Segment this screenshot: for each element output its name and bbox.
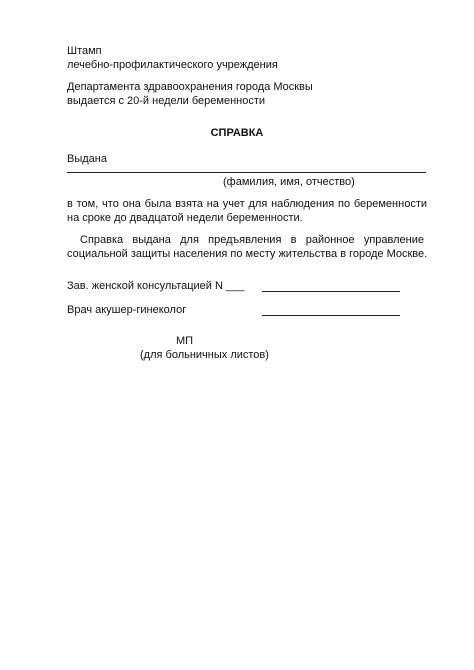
stamp-institution: лечебно-профилактического учреждения xyxy=(67,59,278,71)
doctor-signature-line xyxy=(262,315,400,316)
issue-condition: выдается с 20-й недели беременности xyxy=(67,95,266,107)
document-title: СПРАВКА xyxy=(210,127,264,139)
head-signature-line xyxy=(262,291,400,292)
doctor-signature-label: Врач акушер-гинеколог xyxy=(67,304,187,316)
department-name: Департамента здравоохранения города Москвы xyxy=(67,81,313,93)
name-caption: (фамилия, имя, отчество) xyxy=(223,176,355,188)
issued-label: Выдана xyxy=(67,153,107,165)
purpose-line-1: Справка выдана для предъявления в районное управление xyxy=(80,234,424,246)
statement-line-1: в том, что она была взята на учет для наблюдения по беременности xyxy=(67,198,427,210)
seal-note: (для больничных листов) xyxy=(140,349,269,361)
head-signature-label: Зав. женской консультацией N ___ xyxy=(67,280,245,292)
name-underline xyxy=(67,172,426,173)
stamp-label: Штамп xyxy=(67,45,102,57)
statement-line-2: на сроке до двадцатой недели беременности. xyxy=(67,212,303,224)
purpose-line-2: социальной защиты населения по месту жительства в городе Москве. xyxy=(67,248,428,260)
seal-label: МП xyxy=(176,335,194,347)
